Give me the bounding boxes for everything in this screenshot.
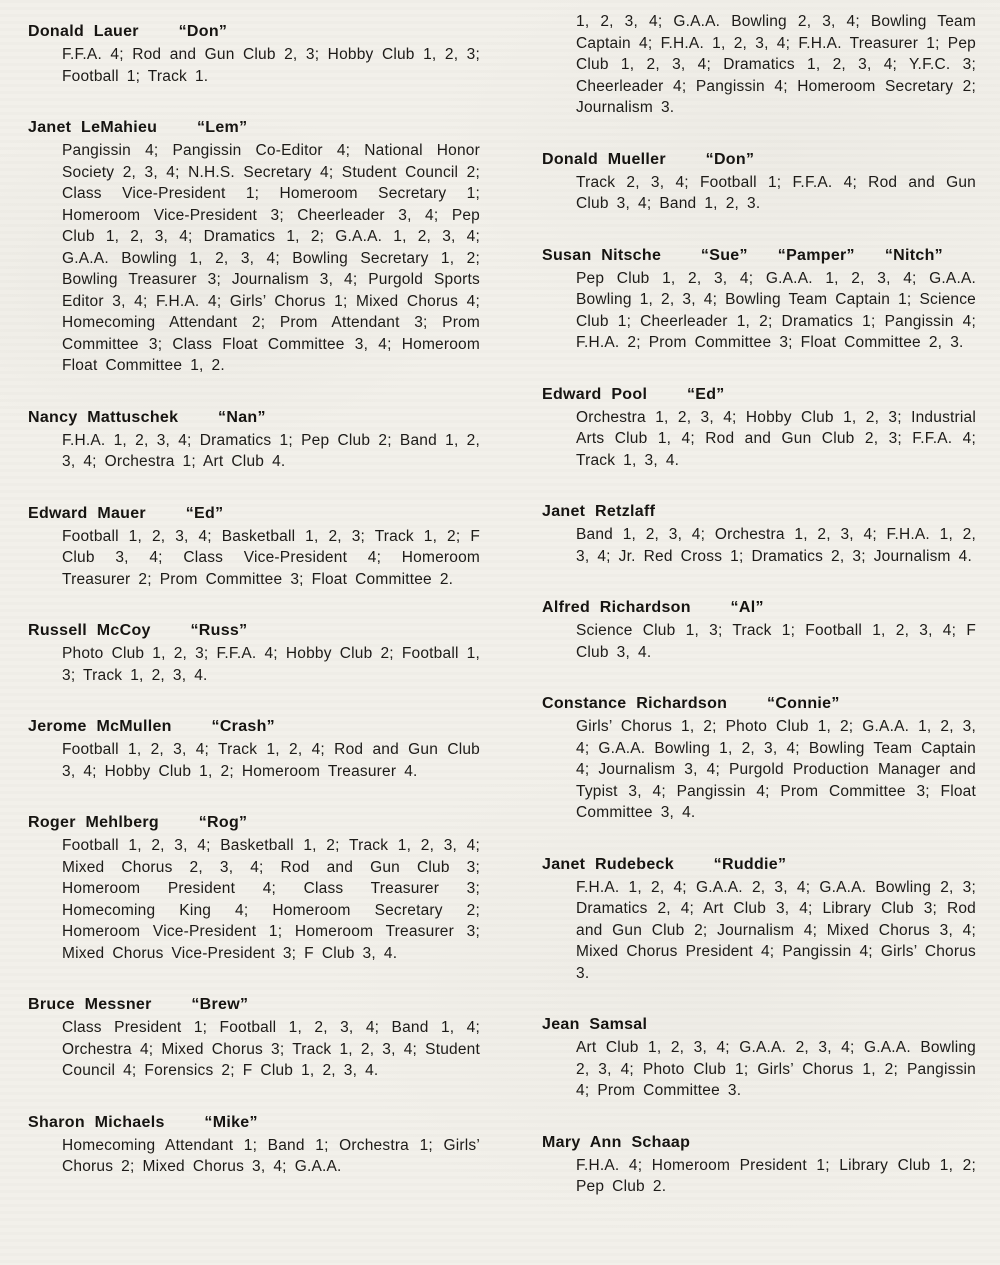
student-name-line: [28, 716, 480, 737]
student-activities: Football 1, 2, 3, 4; Basketball 1, 2, 3; Track 1, 2; F Club 3, 4; Class Vice-President 4; Homeroom Treasurer 2; Prom Committee 3; Float Committee 2.: [62, 527, 480, 588]
student-name: Russell McCoy: [28, 622, 151, 639]
student-entry: [542, 693, 976, 824]
student-name-line: [542, 597, 976, 618]
student-name-line: [542, 1132, 976, 1153]
student-activities: Homecoming Attendant 1; Band 1; Orchestra 1; Girls’ Chorus 2; Mixed Chorus 3, 4; G.A.A.: [62, 1136, 480, 1175]
student-nicknames: [676, 151, 755, 168]
student-nicknames: [161, 996, 248, 1013]
student-name: Susan Nitsche: [542, 246, 662, 264]
student-activities: Band 1, 2, 3, 4; Orchestra 1, 2, 3, 4; F.H.A. 1, 2, 3, 4; Jr. Red Cross 1; Dramatics 2, 3; Journalism 4.: [576, 526, 976, 565]
student-activities: Orchestra 1, 2, 3, 4; Hobby Club 1, 2, 3; Industrial Arts Club 1, 4; Rod and Gun Club 2, 3; F.F.A. 4; Track 1, 3, 4.: [576, 408, 976, 469]
student-activities: F.H.A. 4; Homeroom President 1; Library Club 1, 2; Pep Club 2.: [576, 1156, 976, 1195]
student-name-line: [28, 994, 480, 1015]
student-entry: [542, 1132, 976, 1198]
student-nicknames: [188, 409, 266, 426]
student-name-line: [542, 693, 976, 714]
student-nickname: “Don”: [178, 23, 228, 40]
student-nicknames: [684, 856, 787, 873]
student-activities: Football 1, 2, 3, 4; Basketball 1, 2; Track 1, 2, 3, 4; Mixed Chorus 2, 3, 4; Rod and Gun Club 3; Homeroom President 4; Class Treasurer 3; Homecoming King 4; Homeroom Secretary 2; Homeroom Vice-President 1; Homeroom Treasurer 3; Mixed Chorus Vice-President 3; F Club 3, 4.: [62, 837, 480, 962]
student-nicknames: [174, 1114, 257, 1131]
student-entry: [28, 21, 480, 87]
student-name: Jerome McMullen: [28, 718, 172, 735]
student-entry: [28, 994, 480, 1082]
student-name: Janet Rudebeck: [542, 855, 674, 873]
student-entry: [542, 384, 976, 472]
left-column: [28, 21, 480, 1178]
student-nickname: “Connie”: [767, 695, 840, 712]
student-nickname: “Ed”: [686, 385, 725, 403]
student-activities: 1, 2, 3, 4; G.A.A. Bowling 2, 3, 4; Bowling Team Captain 4; F.H.A. 1, 2, 3, 4; F.H.A. Treasurer 1; Pep Club 1, 2, 3, 4; Dramatics 1, 2, 3, 4; Y.F.C. 3; Cheerleader 4; Pangissin 4; Homeroom Secretary 2; Journalism 3.: [576, 13, 976, 116]
student-name: Edward Pool: [542, 385, 648, 403]
student-name-line: [28, 407, 480, 428]
student-nicknames: [156, 505, 224, 522]
student-nicknames: [160, 622, 247, 639]
student-entry: [542, 245, 976, 354]
student-name: Janet LeMahieu: [28, 119, 158, 136]
student-name-line: [28, 21, 480, 42]
student-name: Nancy Mattuschek: [28, 408, 179, 426]
student-activities: Art Club 1, 2, 3, 4; G.A.A. 2, 3, 4; G.A.A. Bowling 2, 3, 4; Photo Club 1; Girls’ Chorus 1, 2; Pangissin 4; Prom Committee 3.: [576, 1039, 976, 1099]
student-activities: Class President 1; Football 1, 2, 3, 4; Band 1, 4; Orchestra 4; Mixed Chorus 3; Track 1, 2, 3, 4; Student Council 4; Forensics 2; F Club 1, 2, 3, 4.: [62, 1019, 480, 1079]
student-nicknames: [671, 247, 943, 264]
student-activities: F.H.A. 1, 2, 3, 4; Dramatics 1; Pep Club 2; Band 1, 2, 3, 4; Orchestra 1; Art Club 4.: [62, 431, 480, 470]
student-name-line: [28, 117, 480, 138]
right-column: [542, 11, 976, 1198]
student-name: Roger Mehlberg: [28, 814, 159, 831]
student-entry: [28, 620, 480, 686]
student-nickname: “Nan”: [218, 408, 266, 426]
student-name: Edward Mauer: [28, 504, 146, 522]
student-nickname: “Ruddie”: [713, 855, 787, 873]
student-name: Donald Mueller: [542, 150, 666, 168]
student-nicknames: [182, 718, 275, 735]
student-name-line: [28, 503, 480, 524]
student-entry: [28, 407, 480, 473]
student-name: Sharon Michaels: [28, 1113, 165, 1131]
student-nicknames: [701, 599, 764, 616]
student-name-line: [542, 245, 976, 266]
student-nickname: “Sue”: [700, 246, 748, 264]
student-name: Alfred Richardson: [542, 599, 691, 616]
student-entry: [28, 1112, 480, 1178]
student-nicknames: [167, 119, 247, 136]
student-nicknames: [657, 386, 725, 403]
student-activities: Football 1, 2, 3, 4; Track 1, 2, 4; Rod and Gun Club 3, 4; Hobby Club 1, 2; Homeroom Treasurer 4.: [62, 741, 480, 780]
student-activities: Pep Club 1, 2, 3, 4; G.A.A. 1, 2, 3, 4; G.A.A. Bowling 1, 2, 3, 4; Bowling Team Captain 1; Science Club 1; Cheerleader 1, 2; Dramatics 1; Pangissin 4; F.H.A. 2; Prom Committee 3; Float Committee 2, 3.: [576, 269, 976, 351]
student-nickname: “Al”: [730, 599, 764, 616]
student-entry: [542, 11, 976, 119]
student-entry: [28, 812, 480, 964]
student-nickname: “Pamper”: [777, 246, 855, 264]
student-entry: [28, 503, 480, 591]
student-nickname: “Nitch”: [884, 246, 943, 264]
student-nickname: “Lem”: [196, 119, 248, 136]
student-activities: Science Club 1, 3; Track 1; Football 1, 2, 3, 4; F Club 3, 4.: [576, 622, 976, 661]
student-nickname: “Mike”: [204, 1113, 258, 1131]
student-name-line: [28, 812, 480, 833]
student-name-line: [542, 384, 976, 405]
student-name-line: [542, 149, 976, 170]
student-entry: [542, 501, 976, 567]
student-name-line: [542, 501, 976, 522]
student-entry: [542, 854, 976, 985]
student-nickname: “Ed”: [185, 504, 224, 522]
student-activities: Track 2, 3, 4; Football 1; F.F.A. 4; Rod and Gun Club 3, 4; Band 1, 2, 3.: [576, 173, 976, 212]
student-activities: Girls’ Chorus 1, 2; Photo Club 1, 2; G.A.A. 1, 2, 3, 4; G.A.A. Bowling 1, 2, 3, 4; Bowling Team Captain 4; Journalism 3, 4; Purgold Production Manager and Typist 3, 4; Pangissin 4; Prom Committee 3; Float Committee 3, 4.: [576, 718, 976, 821]
student-entry: [542, 149, 976, 215]
student-name: Jean Samsal: [542, 1016, 648, 1033]
student-nickname: “Russ”: [190, 622, 248, 639]
student-entry: [28, 716, 480, 782]
student-name: Janet Retzlaff: [542, 503, 656, 520]
student-name-line: [542, 1014, 976, 1035]
student-name: Bruce Messner: [28, 996, 152, 1013]
student-name: Constance Richardson: [542, 695, 728, 712]
student-nicknames: [149, 23, 228, 40]
student-activities: Pangissin 4; Pangissin Co-Editor 4; National Honor Society 2, 3, 4; N.H.S. Secretary 4; Student Council 2; Class Vice-President 1; Homeroom Secretary 1; Homeroom Vice-President 3; Cheerleader 3, 4; Pep Club 1, 2, 3, 4; Dramatics 1, 2; G.A.A. 1, 2, 3, 4; G.A.A. Bowling 1, 2, 3, 4; Bowling Secretary 1, 2; Bowling Treasurer 3; Journalism 3, 4; Purgold Sports Editor 3, 4; F.H.A. 4; Girls’ Chorus 1; Mixed Chorus 4; Homecoming Attendant 2; Prom Attendant 3; Prom Committee 3; Class Float Committee 3, 4; Homeroom Float Committee 1, 2.: [62, 142, 480, 374]
student-name: Mary Ann Schaap: [542, 1133, 691, 1151]
student-name-line: [28, 1112, 480, 1133]
student-nickname: “Rog”: [198, 814, 248, 831]
student-nickname: “Crash”: [211, 718, 275, 735]
student-nickname: “Brew”: [191, 996, 249, 1013]
student-name-line: [542, 854, 976, 875]
student-nicknames: [737, 695, 840, 712]
student-entry: [542, 1014, 976, 1102]
student-entry: [542, 597, 976, 663]
student-activities: F.H.A. 1, 2, 4; G.A.A. 2, 3, 4; G.A.A. Bowling 2, 3; Dramatics 2, 4; Art Club 3, 4; Library Club 3; Rod and Gun Club 2; Journalism 4; Mixed Chorus 3, 4; Mixed Chorus President 4; Pangissin 4; Girls’ Chorus 3.: [576, 878, 976, 982]
student-activities: Photo Club 1, 2, 3; F.F.A. 4; Hobby Club 2; Football 1, 3; Track 1, 2, 3, 4.: [62, 645, 480, 684]
student-name-line: [28, 620, 480, 641]
student-activities: F.F.A. 4; Rod and Gun Club 2, 3; Hobby Club 1, 2, 3; Football 1; Track 1.: [62, 46, 480, 85]
student-nicknames: [169, 814, 248, 831]
student-name: Donald Lauer: [28, 23, 139, 40]
student-nickname: “Don”: [705, 150, 755, 168]
student-entry: [28, 117, 480, 377]
